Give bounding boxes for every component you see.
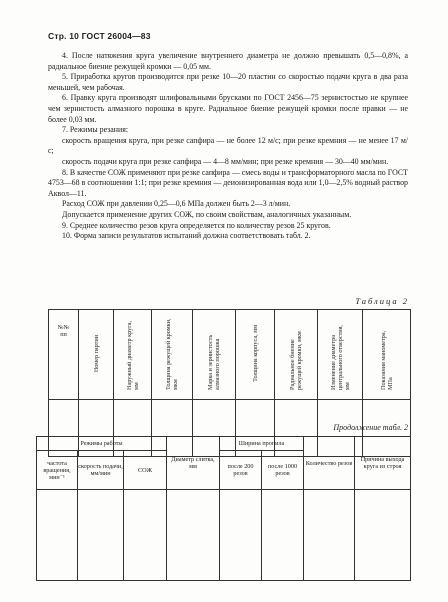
table-3-col-coolant: СОЖ bbox=[124, 451, 167, 490]
paragraph-10: 10. Форма записи результатов испытаний должна соответствовать табл. 2. bbox=[62, 231, 311, 241]
table-3-col-reason: Причина выхода круга из строя bbox=[355, 437, 411, 490]
table-2-col-manometer-label: Показания манометра, МПа bbox=[379, 330, 394, 390]
table-2-col-bore-change bbox=[318, 310, 363, 400]
table-2-col-number bbox=[49, 310, 79, 400]
table-3-header-row-1 bbox=[37, 437, 411, 451]
table-cell bbox=[220, 490, 262, 581]
table-2-col-outer-diameter-label: Наружный диаметр круга, мм bbox=[125, 320, 140, 390]
table-3-col-after1000: после 1000 резов bbox=[262, 451, 304, 490]
table-2-col-number-label: №№ пп bbox=[57, 324, 70, 338]
table-2-col-body-thickness bbox=[236, 310, 275, 400]
table-cell bbox=[262, 490, 304, 581]
table-cell bbox=[124, 490, 167, 581]
table-3-group-kerf: Ширина пропила bbox=[220, 437, 304, 451]
table-2-col-batch bbox=[79, 310, 114, 400]
body-text bbox=[48, 51, 408, 242]
table-2 bbox=[48, 309, 411, 457]
page-header: Стр. 10 ГОСТ 26004—83 bbox=[48, 31, 151, 41]
table-cell bbox=[304, 490, 355, 581]
table-2-header-row bbox=[49, 310, 411, 400]
table-3-col-feed: скорость подачи, мм/мин bbox=[78, 451, 124, 490]
paragraph-8-flow: Расход СОЖ при давлении 0,25—0,6 МПа должен быть 2—3 л/мин. bbox=[62, 199, 291, 209]
paragraph-5: 5. Приработка кругов производится при резке 10—20 пластин со скоростью подачи круга в два раза меньшей, чем рабочая. bbox=[48, 72, 408, 92]
table-3-col-slot-diameter: Диаметр слитка, мм bbox=[167, 437, 220, 490]
table-2-col-outer-diameter bbox=[114, 310, 152, 400]
table-2-continuation bbox=[36, 436, 411, 581]
table-cell bbox=[355, 490, 411, 581]
table-3-col-cuts: Количество резов bbox=[304, 437, 355, 490]
paragraph-4: 4. После натяжения круга увеличение внутреннего диаметра не должно превышать 0,5—0,8%, а радиальное биение режущей кромки — 0,05 мм. bbox=[48, 51, 408, 71]
paragraph-6: 6. Правку круга производят шлифовальными брусками по ГОСТ 2456—75 зернистостью не крупнее чем зернистость алмазного порошка в круге. Радиальное биение режущей кромки после правки — не более 0,03 мм. bbox=[48, 93, 408, 124]
table-2-title: Таблица 2 bbox=[355, 296, 409, 306]
table-2-col-edge-thickness-label: Толщина режущей кромки, мкм bbox=[165, 317, 179, 390]
paragraph-7: 7. Режимы резания: bbox=[62, 125, 129, 135]
paragraph-7-feed: скорость подачи круга при резке сапфира — 4—8 мм/мин; при резке кремния — 30—40 мм/мин. bbox=[62, 156, 389, 166]
table-2-col-radial-runout-label: Радиальное биение режущей кромки, мкм bbox=[289, 330, 303, 390]
table-3-col-after200: после 200 резов bbox=[220, 451, 262, 490]
paragraph-8-other: Допускается применение других СОЖ, по своим свойствам, аналогичных указанным. bbox=[62, 209, 352, 219]
table-2-col-bore-change-label: Изменение диаметра центрального отверстия, мм bbox=[329, 324, 351, 390]
table-2-col-batch-label: Номер партии bbox=[92, 334, 100, 373]
table-3-col-rotation: частота вращения, мин⁻¹ bbox=[37, 451, 78, 490]
paragraph-8: 8. В качестве СОЖ применяют при резке сапфира — смесь воды и трансформаторного масла по ГОСТ 4753—68 в соотношении 1:1; при резке кремния — деионизированная вода или 1,0—2,5% водный раствор Аквол—11. bbox=[48, 167, 408, 198]
table-3-group-regimes: Режимы работы bbox=[37, 437, 167, 451]
paragraph-7-rotation: скорость вращения круга, при резке сапфира — не более 12 м/с; при резке кремния — не менее 17 м/с; bbox=[48, 135, 408, 156]
table-cell bbox=[78, 490, 124, 581]
table-2-col-diamond-grade-label: Марка и зернистость алмазного порошка bbox=[207, 334, 221, 390]
paragraph-9: 9. Среднее количество резов круга определяется по количеству резов 25 кругов. bbox=[62, 220, 331, 230]
table-cell bbox=[167, 490, 220, 581]
table-2-col-radial-runout bbox=[275, 310, 318, 400]
table-2-col-body-thickness-label: Толщина корпуса, мм bbox=[251, 325, 259, 382]
table-2-col-diamond-grade bbox=[193, 310, 236, 400]
table-row bbox=[37, 490, 411, 581]
table-2-col-manometer bbox=[363, 310, 411, 400]
table-cell bbox=[37, 490, 78, 581]
table-2-col-edge-thickness bbox=[152, 310, 193, 400]
table-continuation-title: Продолжение табл. 2 bbox=[333, 423, 408, 432]
